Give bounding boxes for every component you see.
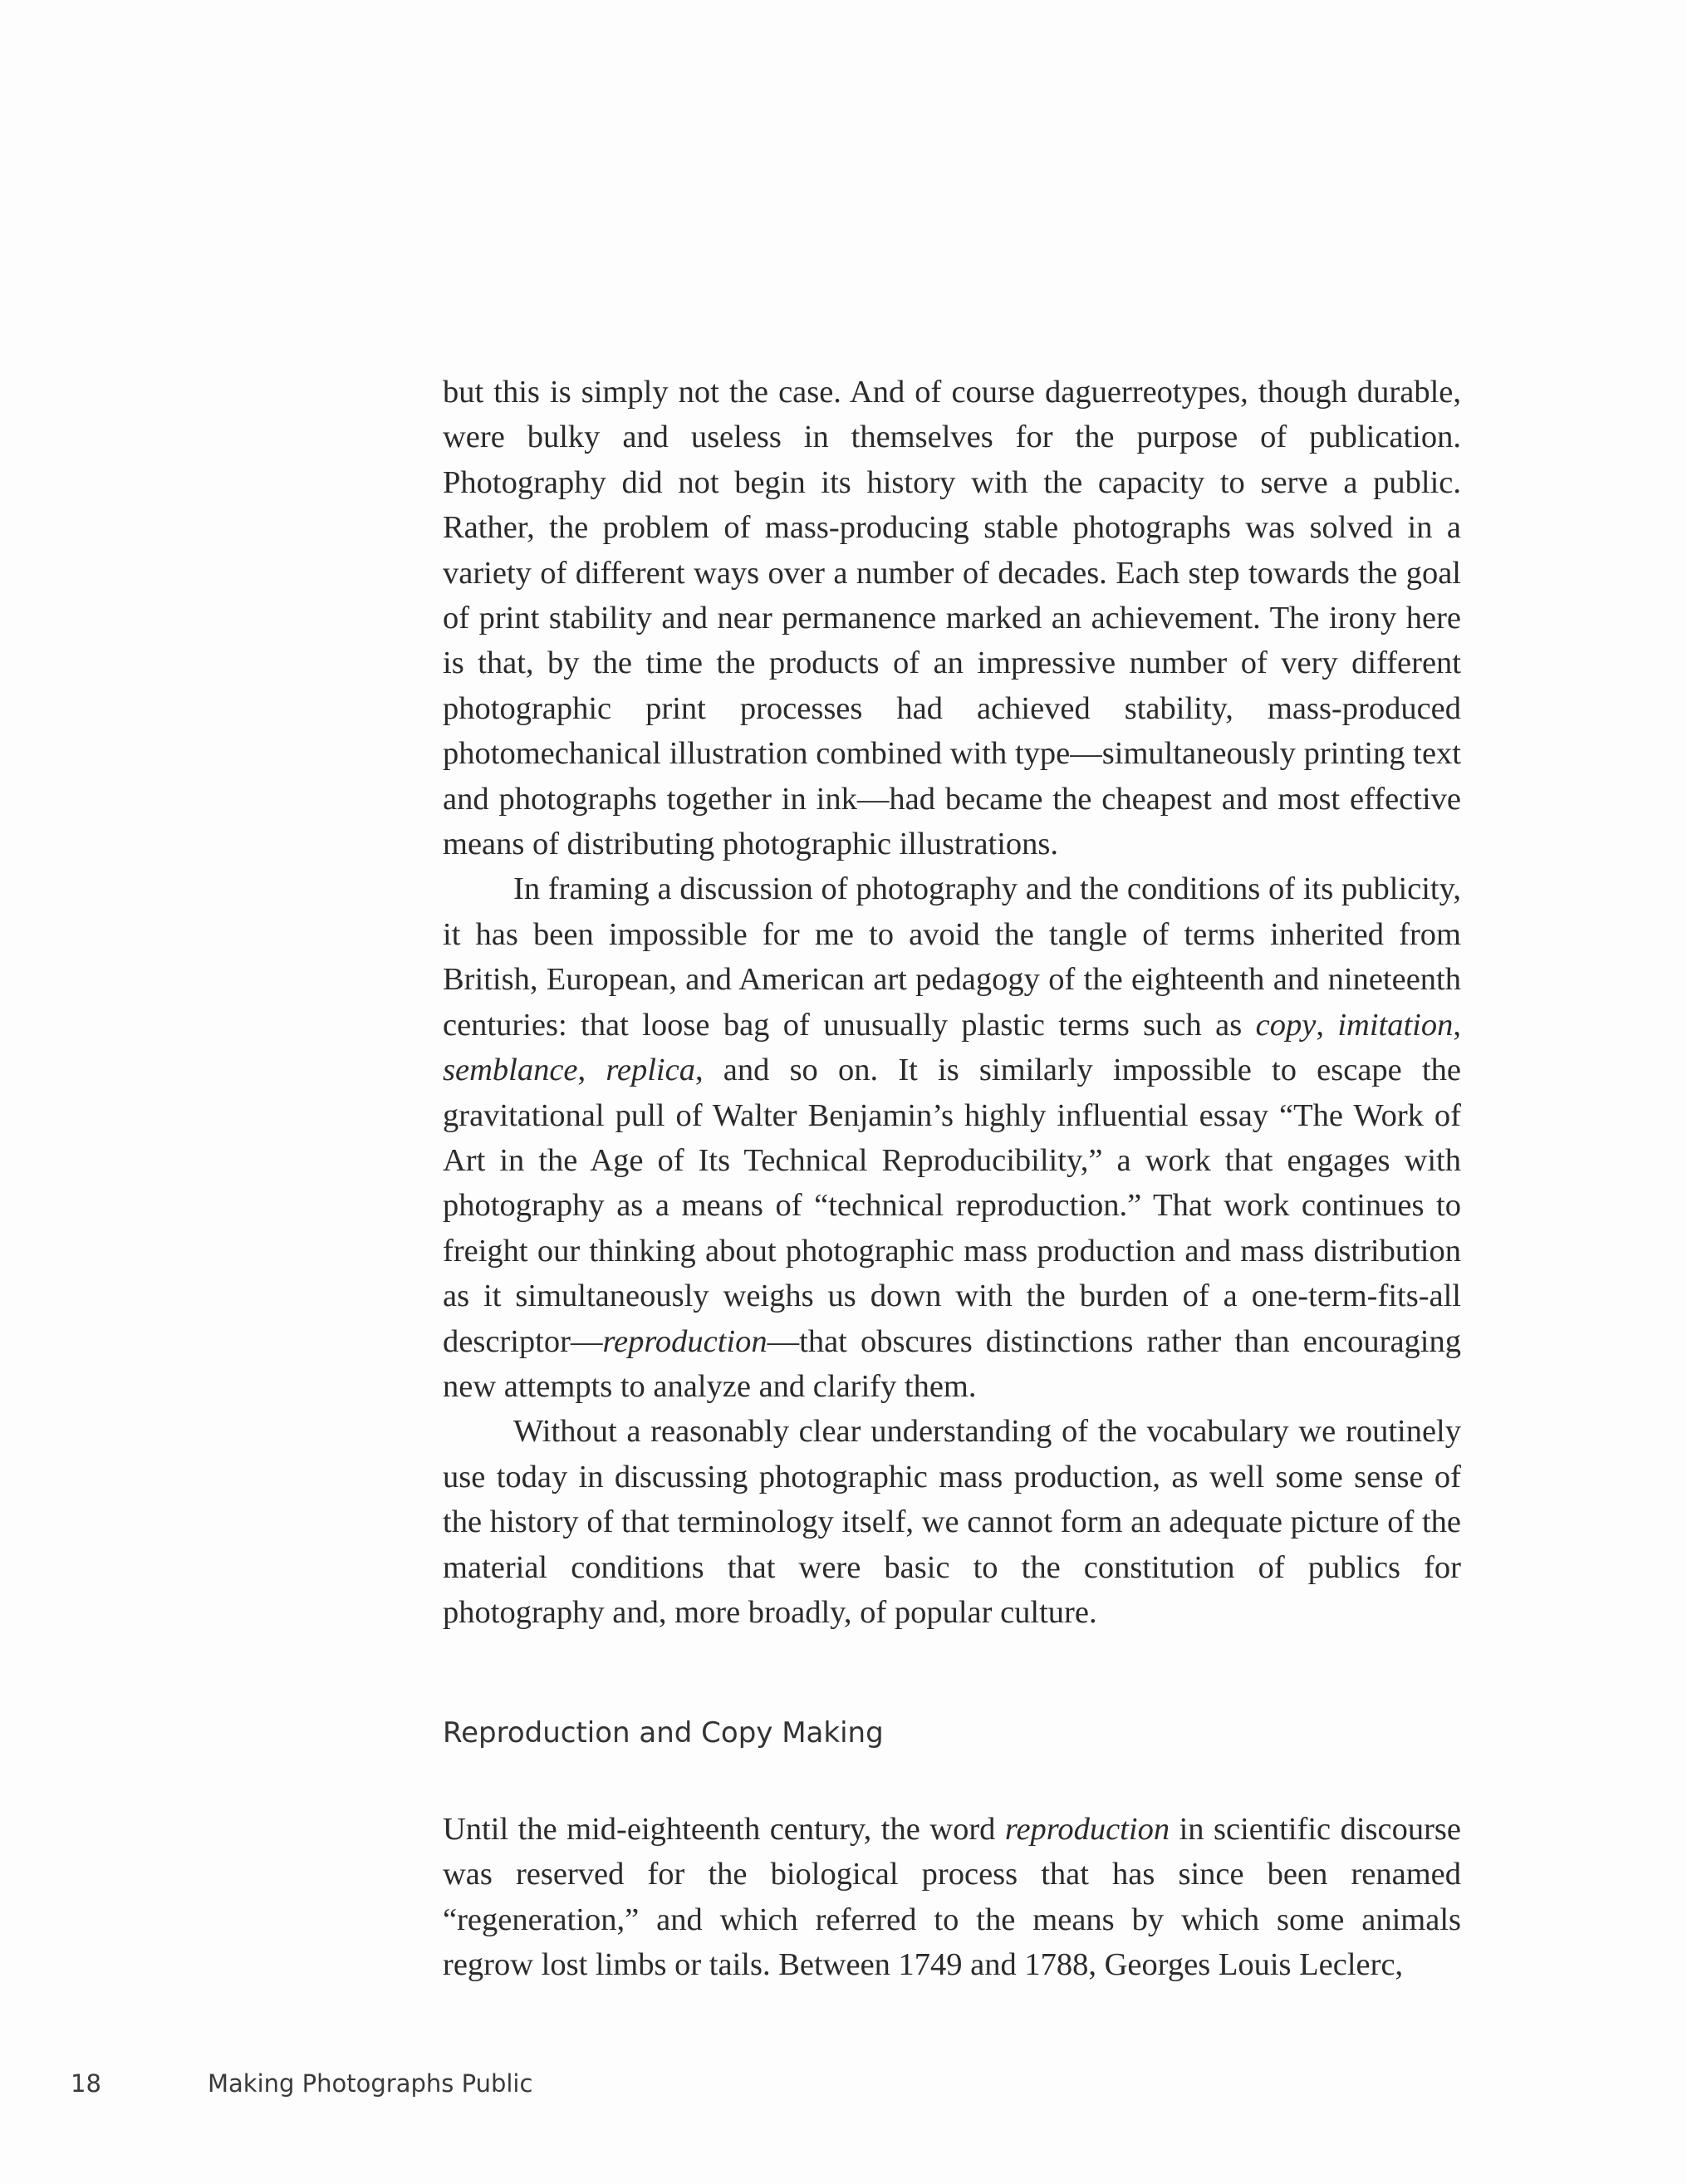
paragraph-2-text: In framing a discussion of photography and the conditions of its publicity, it has been impossible for me to avoid the tangle of terms inherited from British, European, and American art pedagogy of the eighteenth and nineteenth centuries: that loose bag of unusually plastic terms such as xyxy=(443,871,1461,1043)
italic-term-semblance: semblance xyxy=(443,1053,578,1088)
body-text-top xyxy=(443,370,1461,1635)
section-heading: Reproduction and Copy Making xyxy=(443,1716,884,1750)
paragraph-2-text: —that obscures distinctions rather than encouraging new attempts to analyze and clarify them. xyxy=(443,1323,1461,1404)
italic-term-copy: copy xyxy=(1255,1007,1317,1043)
italic-term-reproduction: reproduction xyxy=(1004,1812,1170,1847)
section-paragraph-text: Until the mid-eighteenth century, the word xyxy=(443,1812,1005,1847)
section-paragraph-1 xyxy=(443,1807,1461,1988)
paragraph-2 xyxy=(443,866,1461,1409)
body-text-section xyxy=(443,1807,1461,1988)
italic-term-imitation: imitation xyxy=(1337,1007,1454,1043)
paragraph-2-text: , xyxy=(577,1053,606,1088)
paragraph-3: Without a reasonably clear understanding of the vocabulary we routinely use today in discussing photographic mass production, as well some sense of the history of that terminology itself, we cannot form an adequate picture of the material conditions that were basic to the constitution of publics for photography and, more broadly, of popular culture. xyxy=(443,1414,1461,1630)
running-title: Making Photographs Public xyxy=(208,2069,533,2098)
paragraph-2-text: , xyxy=(1453,1007,1461,1043)
paragraph-2-text: , xyxy=(1316,1007,1338,1043)
paragraph-1: but this is simply not the case. And of course daguerreotypes, though durable, were bulky and useless in themselves for the purpose of publication. Photography did not begin its history with the capacity to serve a public. Rather, the problem of mass-producing stable photographs was solved in a variety of different ways over a number of decades. Each step towards the goal of print stability and near permanence marked an achievement. The irony here is that, by the time the products of an impressive number of very different photographic print processes had achieved stability, mass-produced photomechanical illustration combined with type—simultaneously printing text and photographs together in ink—had became the cheapest and most effective means of distributing photographic illustrations. xyxy=(443,375,1461,862)
italic-term-reproduction: reproduction xyxy=(602,1323,767,1359)
paragraph-2-text: , and so on. It is similarly impossible to escape the gravitational pull of Walter Benjamin’s highly influential essay “The Work of Art in the Age of Its Technical Reproducibility,” a work that engages with photography as a means of “technical reproduction.” That work continues to freight our thinking about photographic mass production and mass distribution as it simultaneously weighs us down with the burden of a one-term-fits-all descriptor— xyxy=(443,1053,1461,1359)
italic-term-replica: replica xyxy=(606,1053,695,1088)
page-number: 18 xyxy=(71,2069,101,2098)
section-paragraph-text: in scientific discourse was reserved for the biological process that has since been renamed “regeneration,” and which referred to the means by which some animals regrow lost limbs or tails. Between 1749 and 1788, Georges Louis Leclerc, xyxy=(443,1812,1461,1983)
